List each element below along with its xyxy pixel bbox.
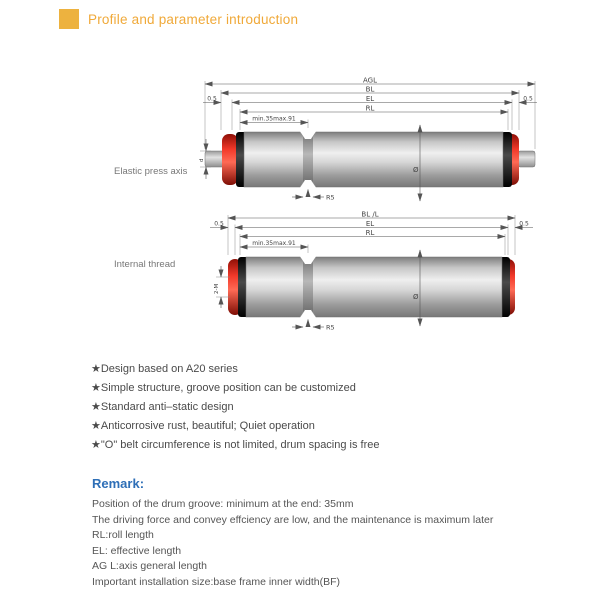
dim-groove-pos-label: min.35max.91 [252,115,296,123]
dim-groove-pos-label: min.35max.91 [252,240,296,247]
groove-neck [303,132,313,187]
remark-line: EL: effective length [92,544,182,557]
remark-line: Important installation size:base frame inner width(BF) [92,575,341,588]
header-accent-square-icon [59,9,79,29]
dim-diameter-symbol: Ø [413,293,419,301]
dim-rl-label: RL [365,104,375,113]
roller-body [244,132,503,187]
remark-line: The driving force and convey effciency are low, and the maintenance is maximum later [92,513,494,526]
dim-offset-left-label: 0.5 [214,220,224,228]
dim-groove-radius-label: R5 [326,193,335,202]
roller-body [246,257,502,317]
dim-offset-right-label: 0.5 [519,220,529,228]
right-shaft [518,151,535,167]
dim-bl-label: BL [365,85,375,94]
internal-thread-label: Internal thread [114,259,176,270]
groove-neck [303,257,313,317]
dim-bl-label: BL /L [361,210,379,219]
dim-groove-radius-label: R5 [326,323,335,332]
feature-item: ★Design based on A20 series [91,363,238,375]
remark-line: Position of the drum groove: minimum at the end: 35mm [92,498,354,510]
elastic-press-axis-diagram [90,70,560,220]
dim-el-label: EL [365,95,375,103]
dim-shaft-dia-label: d [199,158,205,162]
elastic-press-axis-label: Elastic press axis [114,166,188,177]
dim-offset-left-label: 0.5 [207,95,217,103]
dim-thread-label: 2-M [214,283,220,294]
remark-line: RL:roll length [92,529,154,541]
roller-drawing [205,132,535,188]
remark-section [92,476,572,590]
feature-item: ★"O" belt circumference is not limited, drum spacing is free [91,439,380,451]
page-title: Profile and parameter introduction [88,12,299,27]
internal-thread-diagram [90,205,560,345]
dim-diameter-symbol: Ø [413,166,419,174]
roller-drawing [228,257,515,318]
thread-annotation [214,266,230,308]
feature-item: ★Simple structure, groove position can be customized [91,382,356,394]
dimension-lines [210,211,533,248]
feature-list [91,360,380,455]
feature-item: ★Anticorrosive rust, beautiful; Quiet operation [91,420,315,432]
groove-radius-annotation [292,320,335,332]
left-red-cap [222,134,238,185]
remark-title: Remark: [92,476,145,491]
dim-offset-right-label: 0.5 [523,95,533,103]
remark-line: AG L:axis general length [92,560,207,572]
dim-rl-label: RL [365,229,375,237]
dim-agl-label: AGL [363,76,377,85]
feature-item: ★Standard anti–static design [91,401,234,413]
groove-radius-annotation [292,190,335,202]
dimension-lines [203,77,537,123]
dim-el-label: EL [365,220,375,228]
